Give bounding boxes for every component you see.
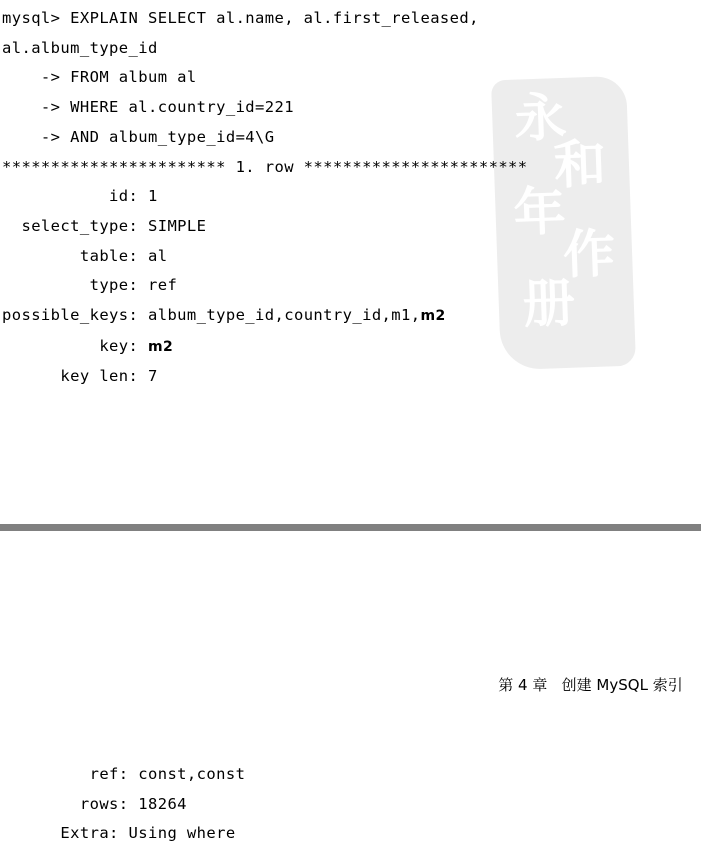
code-line-row-separator: *********************** 1. row ***********************	[2, 157, 528, 176]
possible-keys-value: album_type_id,country_id,m1,	[147, 306, 421, 325]
code-line-select-type: select_type: SIMPLE	[2, 216, 207, 235]
code-line-key	[0, 332, 701, 363]
mysql-explain-output-top	[0, 0, 701, 392]
possible-keys-label: possible_keys:	[2, 306, 148, 325]
code-line: mysql> EXPLAIN SELECT al.name, al.first_released,	[2, 9, 479, 27]
watermark-glyph-3: 年	[512, 181, 567, 244]
code-line-id: id: 1	[2, 187, 158, 206]
code-line-ref: ref: const,const	[2, 765, 246, 783]
code-line: -> FROM album al	[2, 68, 197, 87]
watermark-glyph-2: 和	[552, 134, 608, 197]
code-line: -> AND album_type_id=4\G	[2, 127, 275, 146]
code-line: -> WHERE al.country_id=221	[2, 98, 294, 117]
watermark-glyph-4: 作	[562, 224, 617, 287]
code-line-table: table: al	[2, 246, 168, 265]
code-line-type: type: ref	[2, 276, 178, 295]
mysql-explain-output-bottom	[0, 760, 701, 849]
horizontal-rule	[0, 524, 701, 531]
watermark-glyph-5: 册	[521, 273, 576, 336]
code-line-rows: rows: 18264	[2, 794, 187, 813]
possible-keys-highlight: m2	[420, 308, 446, 325]
key-label: key:	[2, 336, 148, 355]
code-line-key-len: key len: 7	[2, 367, 158, 386]
key-highlight: m2	[147, 338, 174, 355]
page-footer-chapter: 第 4 章 创建 MySQL 索引	[498, 676, 697, 694]
code-line: al.album_type_id	[2, 38, 158, 57]
code-line-extra: Extra: Using where	[2, 824, 236, 843]
code-line-possible-keys	[0, 301, 701, 332]
watermark-glyph-1: 永	[513, 87, 568, 150]
